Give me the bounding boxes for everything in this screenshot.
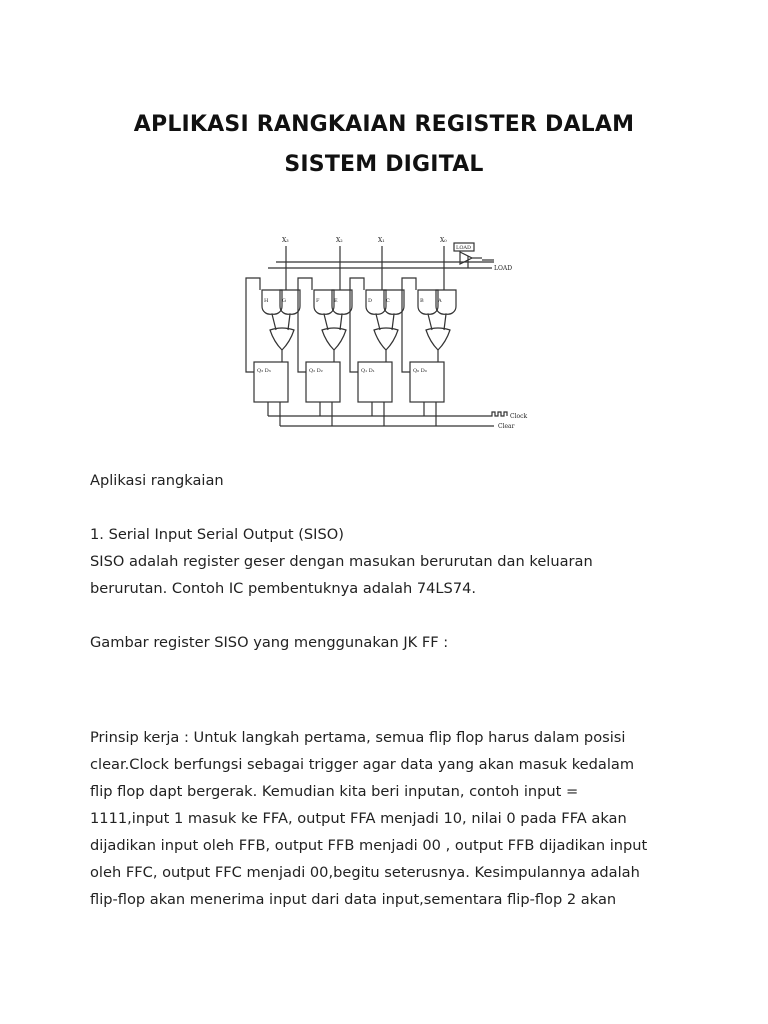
register-circuit-diagram [232,232,532,437]
ff3-label: Q₃ D₃ [257,368,271,374]
gate-label-d: D [368,298,373,304]
siso-desc-line-2: berurutan. Contoh IC pembentuknya adalah 74LS74. [90,580,477,597]
document-title-line2: SISTEM DIGITAL [284,152,484,177]
load-label: LOAD [494,265,513,272]
input-label-x0: X₀ [440,237,447,244]
principle-line-5: dijadikan input oleh FFB, output FFB menjadi 00 , output FFB dijadikan input [90,837,648,854]
figure-caption [90,629,690,656]
gate-label-c: C [386,298,390,304]
figure-caption-text: Gambar register SISO yang menggunakan JK FF : [90,634,449,651]
principle-line-6: oleh FFC, output FFC menjadi 00,begitu seterusnya. Kesimpulannya adalah [90,864,640,881]
principle-line-4: 1111,input 1 masuk ke FFA, output FFA menjadi 10, nilai 0 pada FFA akan [90,810,627,827]
gate-label-f: F [316,298,320,304]
clear-label: Clear [498,423,515,430]
siso-heading: 1. Serial Input Serial Output (SISO) [90,526,344,543]
ff0-label: Q₀ D₀ [413,368,427,374]
input-label-x2: X₂ [336,237,343,244]
gate-label-e: E [334,298,338,304]
section-heading [90,467,690,494]
principle-line-1: Prinsip kerja : Untuk langkah pertama, semua flip flop harus dalam posisi [90,729,626,746]
principle-paragraph [90,724,690,913]
gate-label-g: G [282,298,286,304]
principle-line-7: flip-flop akan menerima input dari data input,sementara flip-flop 2 akan [90,891,617,908]
input-label-x1: X₁ [378,237,385,244]
gate-label-h: H [264,298,269,304]
clock-label: Clock [510,413,528,420]
siso-section [90,521,690,602]
gate-label-a: A [438,298,442,304]
principle-line-2: clear.Clock berfungsi sebagai trigger agar data yang akan masuk kedalam [90,756,635,773]
principle-line-3: flip flop dapt bergerak. Kemudian kita beri inputan, contoh input = [90,783,579,800]
input-label-x3: X₃ [282,237,289,244]
load-box-label: LOAD [456,245,472,251]
ff2-label: Q₂ D₂ [309,368,323,374]
section-heading-text: Aplikasi rangkaian [90,472,224,489]
document-title-line1: APLIKASI RANGKAIAN REGISTER DALAM [133,112,635,137]
siso-desc-line-1: SISO adalah register geser dengan masukan berurutan dan keluaran [90,553,593,570]
ff1-label: Q₁ D₁ [361,368,375,374]
gate-label-b: B [420,298,424,304]
